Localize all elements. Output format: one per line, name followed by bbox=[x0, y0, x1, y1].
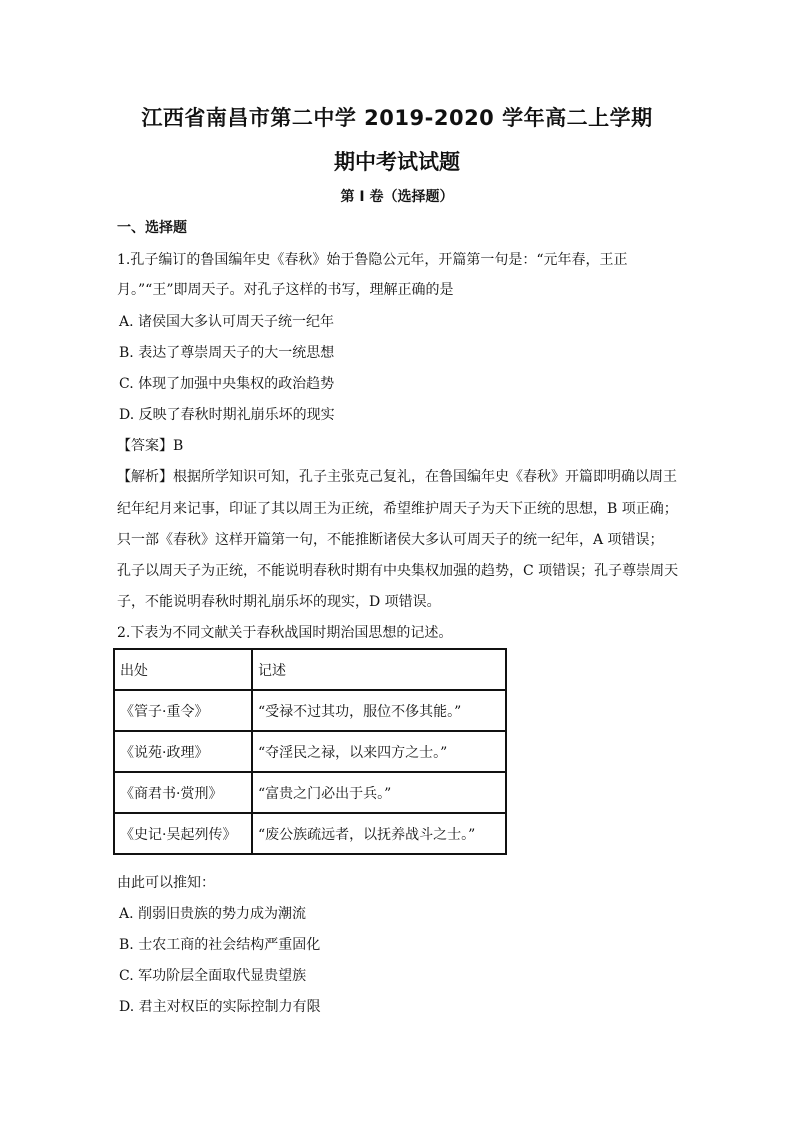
q1-stem-line1: 1.孔子编订的鲁国编年史《春秋》始于鲁隐公元年，开篇第一句是：“元年春，王正 bbox=[117, 252, 628, 268]
q1-option-c: C. 体现了加强中央集权的政治趋势 bbox=[119, 376, 335, 392]
table-cell-record: “富贵之门必出于兵。” bbox=[252, 772, 506, 813]
table-cell-source: 《史记·吴起列传》 bbox=[114, 813, 252, 854]
q1-analysis-line: 纪年纪月来记事，印证了其以周王为正统，希望维护周天子为天下正统的思想，B 项正确； bbox=[117, 501, 678, 517]
table-cell-source: 《商君书·赏刑》 bbox=[114, 772, 252, 813]
q1-stem-line2: 月。”“王”即周天子。对孔子这样的书写，理解正确的是 bbox=[117, 282, 454, 298]
q2-option-c: C. 军功阶层全面取代显贵望族 bbox=[119, 968, 307, 984]
table-cell-record: “受禄不过其功，服位不侈其能。” bbox=[252, 690, 506, 731]
q1-option-d: D. 反映了春秋时期礼崩乐坏的现实 bbox=[119, 407, 335, 423]
volume-heading: 第 I 卷（选择题） bbox=[340, 189, 454, 205]
exam-title-line2: 期中考试试题 bbox=[334, 150, 460, 174]
source-table bbox=[113, 648, 507, 855]
q2-stem: 2.下表为不同文献关于春秋战国时期治国思想的记述。 bbox=[117, 625, 453, 641]
q2-option-a: A. 削弱旧贵族的势力成为潮流 bbox=[119, 906, 307, 922]
q1-option-b: B. 表达了尊崇周天子的大一统思想 bbox=[119, 345, 335, 361]
table-header-source: 出处 bbox=[114, 649, 252, 690]
table-header-record: 记述 bbox=[252, 649, 506, 690]
table-cell-source: 《管子·重令》 bbox=[114, 690, 252, 731]
q1-analysis-line: 只一部《春秋》这样开篇第一句，不能推断诸侯大多认可周天子的统一纪年，A 项错误； bbox=[117, 532, 664, 548]
table-row bbox=[114, 690, 506, 731]
q2-option-b: B. 士农工商的社会结构严重固化 bbox=[119, 937, 321, 953]
q1-analysis-line: 子，不能说明春秋时期礼崩乐坏的现实，D 项错误。 bbox=[117, 594, 441, 610]
exam-title-line1: 江西省南昌市第二中学 2019-2020 学年高二上学期 bbox=[141, 106, 653, 130]
q1-analysis-line: 【解析】根据所学知识可知，孔子主张克己复礼，在鲁国编年史《春秋》开篇即明确以周王 bbox=[117, 469, 677, 485]
q2-option-d: D. 君主对权臣的实际控制力有限 bbox=[119, 999, 321, 1015]
table-cell-record: “夺淫民之禄，以来四方之士。” bbox=[252, 731, 506, 772]
q1-analysis-line: 孔子以周天子为正统，不能说明春秋时期有中央集权加强的趋势，C 项错误；孔子尊崇周天 bbox=[117, 563, 679, 579]
section-heading: 一、选择题 bbox=[117, 220, 187, 236]
table-row bbox=[114, 731, 506, 772]
q1-answer: 【答案】B bbox=[117, 438, 184, 454]
table-header-row bbox=[114, 649, 506, 690]
table-cell-record: “废公族疏远者，以抚养战斗之士。” bbox=[252, 813, 506, 854]
q1-option-a: A. 诸侯国大多认可周天子统一纪年 bbox=[119, 314, 335, 330]
table-cell-source: 《说苑·政理》 bbox=[114, 731, 252, 772]
table-row bbox=[114, 772, 506, 813]
q2-conclusion: 由此可以推知： bbox=[117, 875, 215, 891]
table-row bbox=[114, 813, 506, 854]
